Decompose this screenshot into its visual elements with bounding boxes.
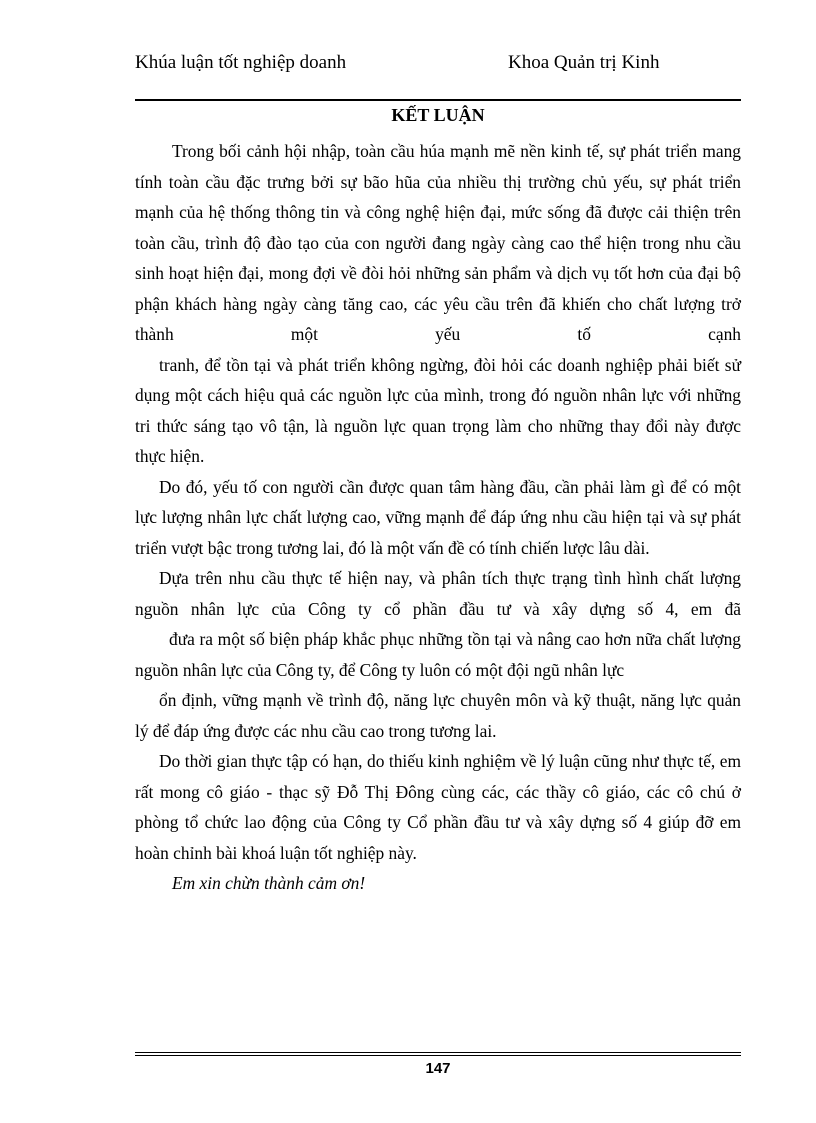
footer-divider-bottom <box>135 1055 741 1056</box>
paragraph-6: ổn định, vững mạnh về trình độ, năng lực chuyên môn và kỹ thuật, năng lực quản lý để đáp ứng được các nhu cầu cao trong tương lai. <box>135 690 741 741</box>
paragraph-1: Trong bối cảnh hội nhập, toàn cầu húa mạnh mẽ nền kinh tế, sự phát triển mang tính toàn cầu đặc trưng bởi sự bão hũa của nhiều thị trường chủ yếu, sự phát triển mạnh của hệ thống thông tin và công nghệ hiện đại, mức sống đã được cải thiện trên toàn cầu, trình độ đào tạo của con người đang ngày càng cao thể hiện trong nhu cầu sinh hoạt hiện đại, mong đợi về đòi hỏi những sản phẩm và dịch vụ tốt hơn của đại bộ phận khách hàng ngày càng tăng cao, các yêu cầu trên đã khiến cho chất lượng trở thành một yếu tố cạnh <box>135 141 741 344</box>
page-number: 147 <box>425 1060 451 1077</box>
header-divider <box>135 99 741 101</box>
body-text <box>135 136 741 899</box>
paragraph-5: đưa ra một số biện pháp khắc phục những tồn tại và nâng cao hơn nữa chất lượng nguồn nhân lực của Công ty, để Công ty luôn có một đội ngũ nhân lực <box>135 629 741 680</box>
paragraph-7: Do thời gian thực tập có hạn, do thiếu kinh nghiệm về lý luận cũng như thực tế, em rất mong cô giáo - thạc sỹ Đỗ Thị Đông cùng các, các thầy cô giáo, các cô chú ở phòng tổ chức lao động của Công ty Cổ phần đầu tư và xây dựng số 4 giúp đỡ em hoàn chỉnh bài khoá luận tốt nghiệp này. <box>135 751 741 863</box>
header-left: Khúa luận tốt nghiệp doanh <box>135 52 347 73</box>
closing-thanks: Em xin chừn thành cảm ơn! <box>172 873 366 893</box>
paragraph-2: tranh, để tồn tại và phát triển không ngừng, đòi hỏi các doanh nghiệp phải biết sử dụng một cách hiệu quả các nguồn lực của mình, trong đó nguồn nhân lực với những tri thức sáng tạo vô tận, là nguồn lực quan trọng làm cho những thay đổi này được thực hiện. <box>135 354 741 466</box>
header-right: Khoa Quản trị Kinh <box>508 52 660 73</box>
paragraph-3: Do đó, yếu tố con người cần được quan tâm hàng đầu, cần phải làm gì để có một lực lượng nhân lực chất lượng cao, vững mạnh để đáp ứng nhu cầu hiện tại và sự phát triển vượt bậc trong tương lai, đó là một vấn đề có tính chiến lược lâu dài. <box>135 476 741 558</box>
paragraph-4: Dựa trên nhu cầu thực tế hiện nay, và phân tích thực trạng tình hình chất lượng nguồn nhân lực của Công ty cổ phần đầu tư và xây dựng số 4, em đã <box>135 568 741 619</box>
footer-divider-top <box>135 1052 741 1053</box>
page-title: KẾT LUẬN <box>391 105 485 125</box>
